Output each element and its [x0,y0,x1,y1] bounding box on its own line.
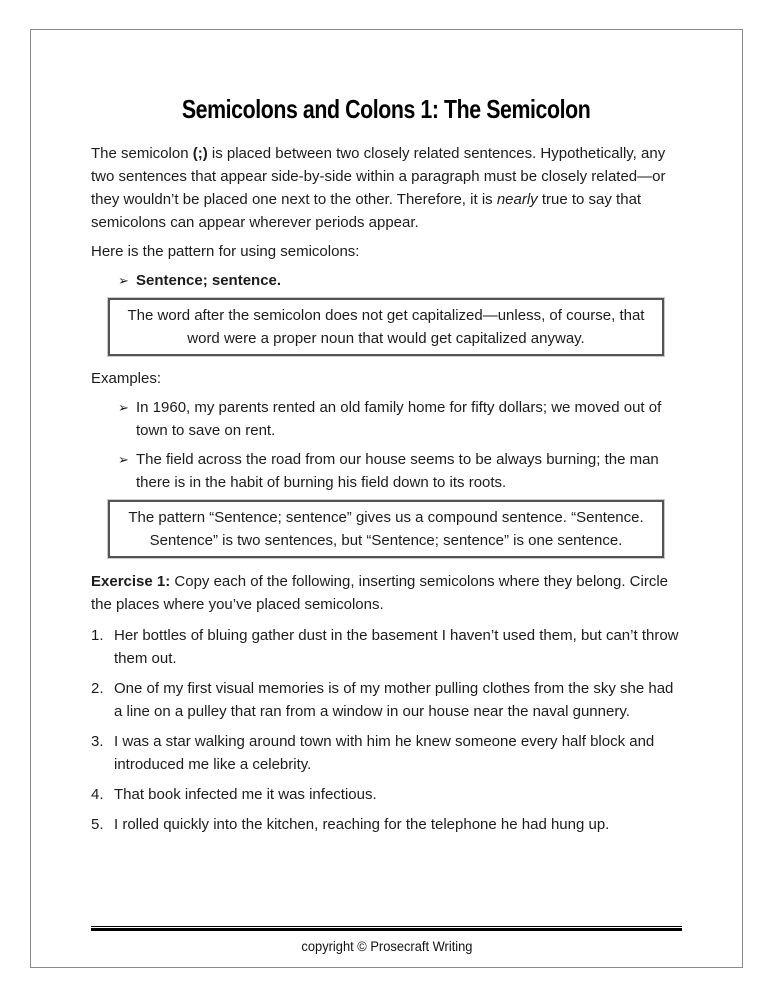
intro-paragraph [91,142,682,234]
intro-text-italic: nearly [496,191,538,208]
arrow-bullet-icon: ➢ [118,400,129,415]
example-item [118,396,682,442]
worksheet-page [30,29,743,968]
footer-rule-thick-line [91,928,682,931]
list-item-number: 3. [91,733,104,750]
examples-label: Examples: [91,370,162,387]
note-box-capitalization [108,298,664,356]
exercise-instructions: Copy each of the following, inserting semicolons where they belong. Circle the places where you’ve placed semicolons. [91,573,668,613]
list-item-number: 4. [91,786,104,803]
footer-rule-thin-line [91,926,682,927]
exercise-list [91,624,682,836]
list-item [91,677,682,723]
example-text: The field across the road from our house seems to be always burning; the man there is in the habit of burning his field down to its roots. [136,451,659,491]
note-box-capitalization-text: The word after the semicolon does not get capitalized—unless, of course, that word were a proper noun that would get capitalized anyway. [127,307,645,347]
intro-text-mid: is placed between two closely related sentences. Hypothetically, any two sentences that appear side-by-side within a paragraph must be closely related—or they wouldn’t be placed one next to the other. Therefore, it is [91,145,666,208]
list-item-number: 1. [91,627,104,644]
pattern-intro-text: Here is the pattern for using semicolons: [91,243,360,260]
list-item [91,783,682,806]
pattern-bullet-item [118,269,682,292]
list-item-text: I rolled quickly into the kitchen, reaching for the telephone he had hung up. [114,816,610,833]
example-item [118,448,682,494]
copyright-text: copyright © Prosecraft Writing [300,938,473,954]
list-item [91,624,682,670]
note-box-compound-sentence [108,500,664,558]
pattern-bullet-text: Sentence; sentence. [136,272,282,289]
list-item [91,813,682,836]
list-item-text: That book infected me it was infectious. [114,786,377,803]
intro-text-post: true to say that semicolons can appear wherever periods appear. [91,191,642,231]
list-item-text: One of my first visual memories is of my mother pulling clothes from the sky she had a line on a pulley that ran from a window in our house near the naval gunnery. [114,680,674,720]
list-item-text: Her bottles of bluing gather dust in the basement I haven’t used them, but can’t throw them out. [114,627,679,667]
list-item-number: 2. [91,680,104,697]
exercise-label: Exercise 1: [91,573,171,590]
exercise-heading [91,570,682,616]
list-item-number: 5. [91,816,104,833]
intro-semicolon-symbol: (;) [192,145,208,162]
list-item [91,730,682,776]
note-box-compound-sentence-text: The pattern “Sentence; sentence” gives us a compound sentence. “Sentence. Sentence” is two sentences, but “Sentence; sentence” is one sentence. [128,509,644,549]
arrow-bullet-icon: ➢ [118,452,129,467]
list-item-text: I was a star walking around town with him he knew someone every half block and introduced me like a celebrity. [114,733,655,773]
footer-rule [91,926,682,931]
intro-text-pre: The semicolon [91,145,193,162]
title-row [91,94,682,125]
page-title: Semicolons and Colons 1: The Semicolon [182,94,591,124]
arrow-bullet-icon: ➢ [118,273,129,288]
example-text: In 1960, my parents rented an old family home for fifty dollars; we moved out of town to save on rent. [136,399,662,439]
page-footer [91,926,682,958]
